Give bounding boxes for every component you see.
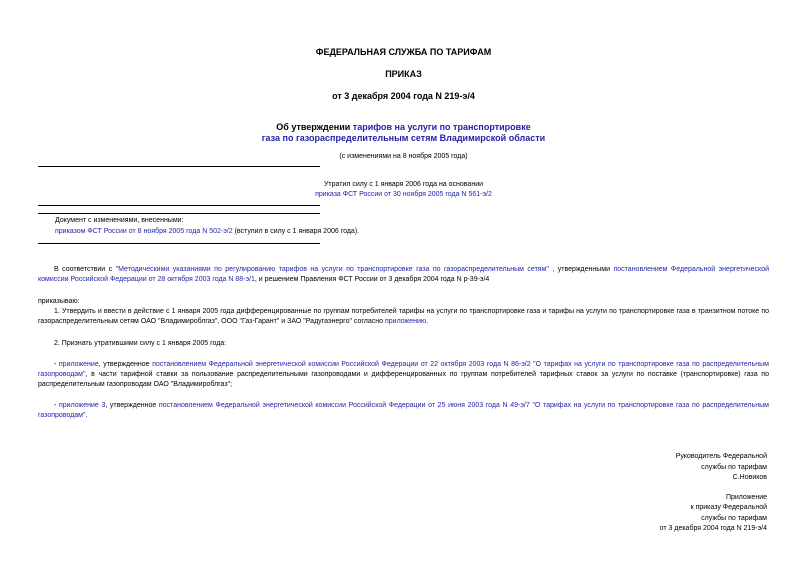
p2-link-appendix[interactable]: приложению <box>384 318 427 325</box>
p4-link-resolution[interactable]: постановлением Федеральной энергетической комиссии Российской Федерации от 22 октября 2003 года N 86-э/2 "О тарифах на услуги по транспортировке газа по распределительным газопроводам" <box>38 361 769 378</box>
validity-link[interactable]: приказа ФСТ России от 30 ноября 2005 года N 561-э/2 <box>315 191 492 198</box>
amendments-suffix: (вступил в силу с 1 января 2006 года). <box>232 228 360 235</box>
p4-text-a: , утвержденное <box>98 361 153 368</box>
title-prefix: Об утверждении <box>276 122 353 132</box>
p1-text-b: , утвержденными <box>548 266 614 273</box>
paragraph-repeal-item1 <box>38 360 769 390</box>
doc-title-line2 <box>0 132 807 144</box>
signature-agency: службы по тарифам <box>701 464 767 471</box>
signature-position: Руководитель Федеральной <box>675 453 767 460</box>
paragraph-basis <box>38 265 769 285</box>
p5-text-a: , утвержденное <box>105 402 159 409</box>
changes-note: (с изменениями на 8 ноября 2005 года) <box>339 153 468 160</box>
appendix-ref-line1: к приказу Федеральной <box>690 504 767 511</box>
order-word: приказываю: <box>38 298 80 305</box>
validity-text: Утратил силу с 1 января 2006 года на основании <box>323 181 484 188</box>
p4-text-b: , в части тарифной ставки за пользование распределительными газопроводами и дифференцированных по группам потребителей тарифных ставок за услуги по поставке (транспортировке) газа по распределительным газопроводам ОАО "Владимироблгаз"; <box>38 371 769 388</box>
p5-dash: - <box>54 402 59 409</box>
p5-end: . <box>85 412 88 419</box>
p2-end: . <box>426 318 429 325</box>
p4-dash: - <box>54 361 59 368</box>
doc-type: ПРИКАЗ <box>385 69 422 79</box>
p1-link-guidelines[interactable]: "Методическими указаниями по регулированию тарифов на услуги по транспортировке газа по газораспределительным сетям" <box>115 266 549 273</box>
p1-text-a: В соответствии с <box>54 266 116 273</box>
p4-link-appendix[interactable]: приложение <box>58 361 99 368</box>
p2-text: 1. Утвердить и ввести в действие с 1 января 2005 года дифференцированные по группам потребителей тарифы на услуги по транспортировке газа и тарифы на услуги по транспортировке газа в транзитном потоке по газораспределительным сетям ОАО "Владимироблгаз", ООО "Газ-Гарант" и ЗАО "Радугаэнерго" согласно <box>38 308 769 325</box>
appendix-ref-line2: службы по тарифам <box>701 515 767 522</box>
p1-link-resolution[interactable]: постановлением Федеральной энергетической комиссии Российской Федерации от 28 октября 2003 года N 88-э/1 <box>38 266 769 283</box>
paragraph-repeal-item2 <box>38 401 769 421</box>
signature-name: С.Новиков <box>732 474 767 481</box>
doc-date-number: от 3 декабря 2004 года N 219-э/4 <box>332 91 475 101</box>
divider <box>38 205 320 206</box>
paragraph-approve <box>38 307 769 327</box>
p5-link-appendix3[interactable]: приложение 3 <box>58 402 106 409</box>
divider <box>38 213 320 214</box>
p5-link-resolution[interactable]: постановлением Федеральной энергетической комиссии Российской Федерации от 25 июня 2003 года N 49-э/7 "О тарифах на услуги по транспортировке газа по распределительным газопроводам" <box>38 402 769 419</box>
amendments-link[interactable]: приказом ФСТ России от 8 ноября 2005 года N 502-э/2 <box>55 228 233 235</box>
appendix-title: Приложение <box>725 494 767 501</box>
p1-text-c: , и решением Правления ФСТ России от 3 декабря 2004 года N р-39-э/4 <box>254 276 490 283</box>
divider <box>38 243 320 244</box>
appendix-ref-line3: от 3 декабря 2004 года N 219-э/4 <box>659 525 767 532</box>
paragraph-repeal: 2. Признать утратившими силу с 1 января 2005 года: <box>54 340 227 347</box>
amendments-line <box>55 227 359 237</box>
title-link-networks[interactable]: газа по газораспределительным сетям Владимирской области <box>261 133 546 143</box>
divider <box>38 166 320 167</box>
agency-title: ФЕДЕРАЛЬНАЯ СЛУЖБА ПО ТАРИФАМ <box>315 47 492 57</box>
amendments-label: Документ с изменениями, внесенными: <box>55 217 184 224</box>
title-link-tariffs[interactable]: тарифов на услуги по транспортировке <box>352 122 531 132</box>
